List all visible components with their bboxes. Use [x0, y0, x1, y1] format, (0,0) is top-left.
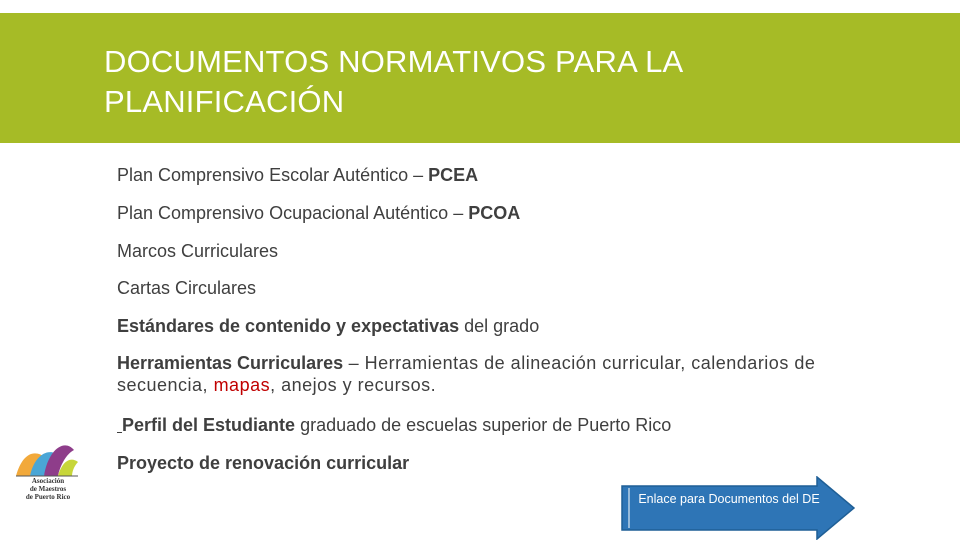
documents-link-label[interactable]: Enlace para Documentos del DE [638, 492, 820, 506]
item-text: – Herramientas de alineación curricular, calendarios de secuencia, [117, 353, 816, 395]
item-text: Marcos Curriculares [117, 241, 279, 261]
item-strong: Proyecto de renovación curricular [117, 453, 410, 473]
item-text: , anejos y recursos. [270, 375, 437, 395]
item-text: del grado [459, 316, 540, 336]
list-item [117, 164, 877, 186]
list-item [117, 452, 877, 474]
list-item [117, 414, 877, 436]
logo-line-1: Asociación [31, 477, 65, 485]
mapas-link[interactable]: mapas [213, 375, 271, 395]
page-title: DOCUMENTOS NORMATIVOS PARA LA PLANIFICACIÓN [104, 44, 682, 119]
logo-line-3: de Puerto Rico [25, 493, 71, 501]
item-strong: PCOA [468, 203, 521, 223]
item-strong: Perfil del Estudiante [122, 415, 296, 435]
list-item [117, 315, 877, 337]
logo-line-2: de Maestros [29, 485, 67, 493]
list-item [117, 277, 877, 299]
list-item [117, 202, 877, 224]
list-item [117, 240, 877, 262]
item-strong: Herramientas Curriculares [117, 353, 344, 373]
item-text: Plan Comprensivo Ocupacional Auténtico – [117, 203, 469, 223]
item-strong: Estándares de contenido y expectativas [117, 316, 460, 336]
list-item [117, 352, 877, 396]
item-text: Plan Comprensivo Escolar Auténtico – [117, 165, 429, 185]
item-text: Cartas Circulares [117, 278, 257, 298]
item-text: graduado de escuelas superior de Puerto Rico [295, 415, 672, 435]
association-logo [8, 436, 86, 516]
association-logo-text [12, 477, 84, 501]
item-strong: PCEA [428, 165, 479, 185]
